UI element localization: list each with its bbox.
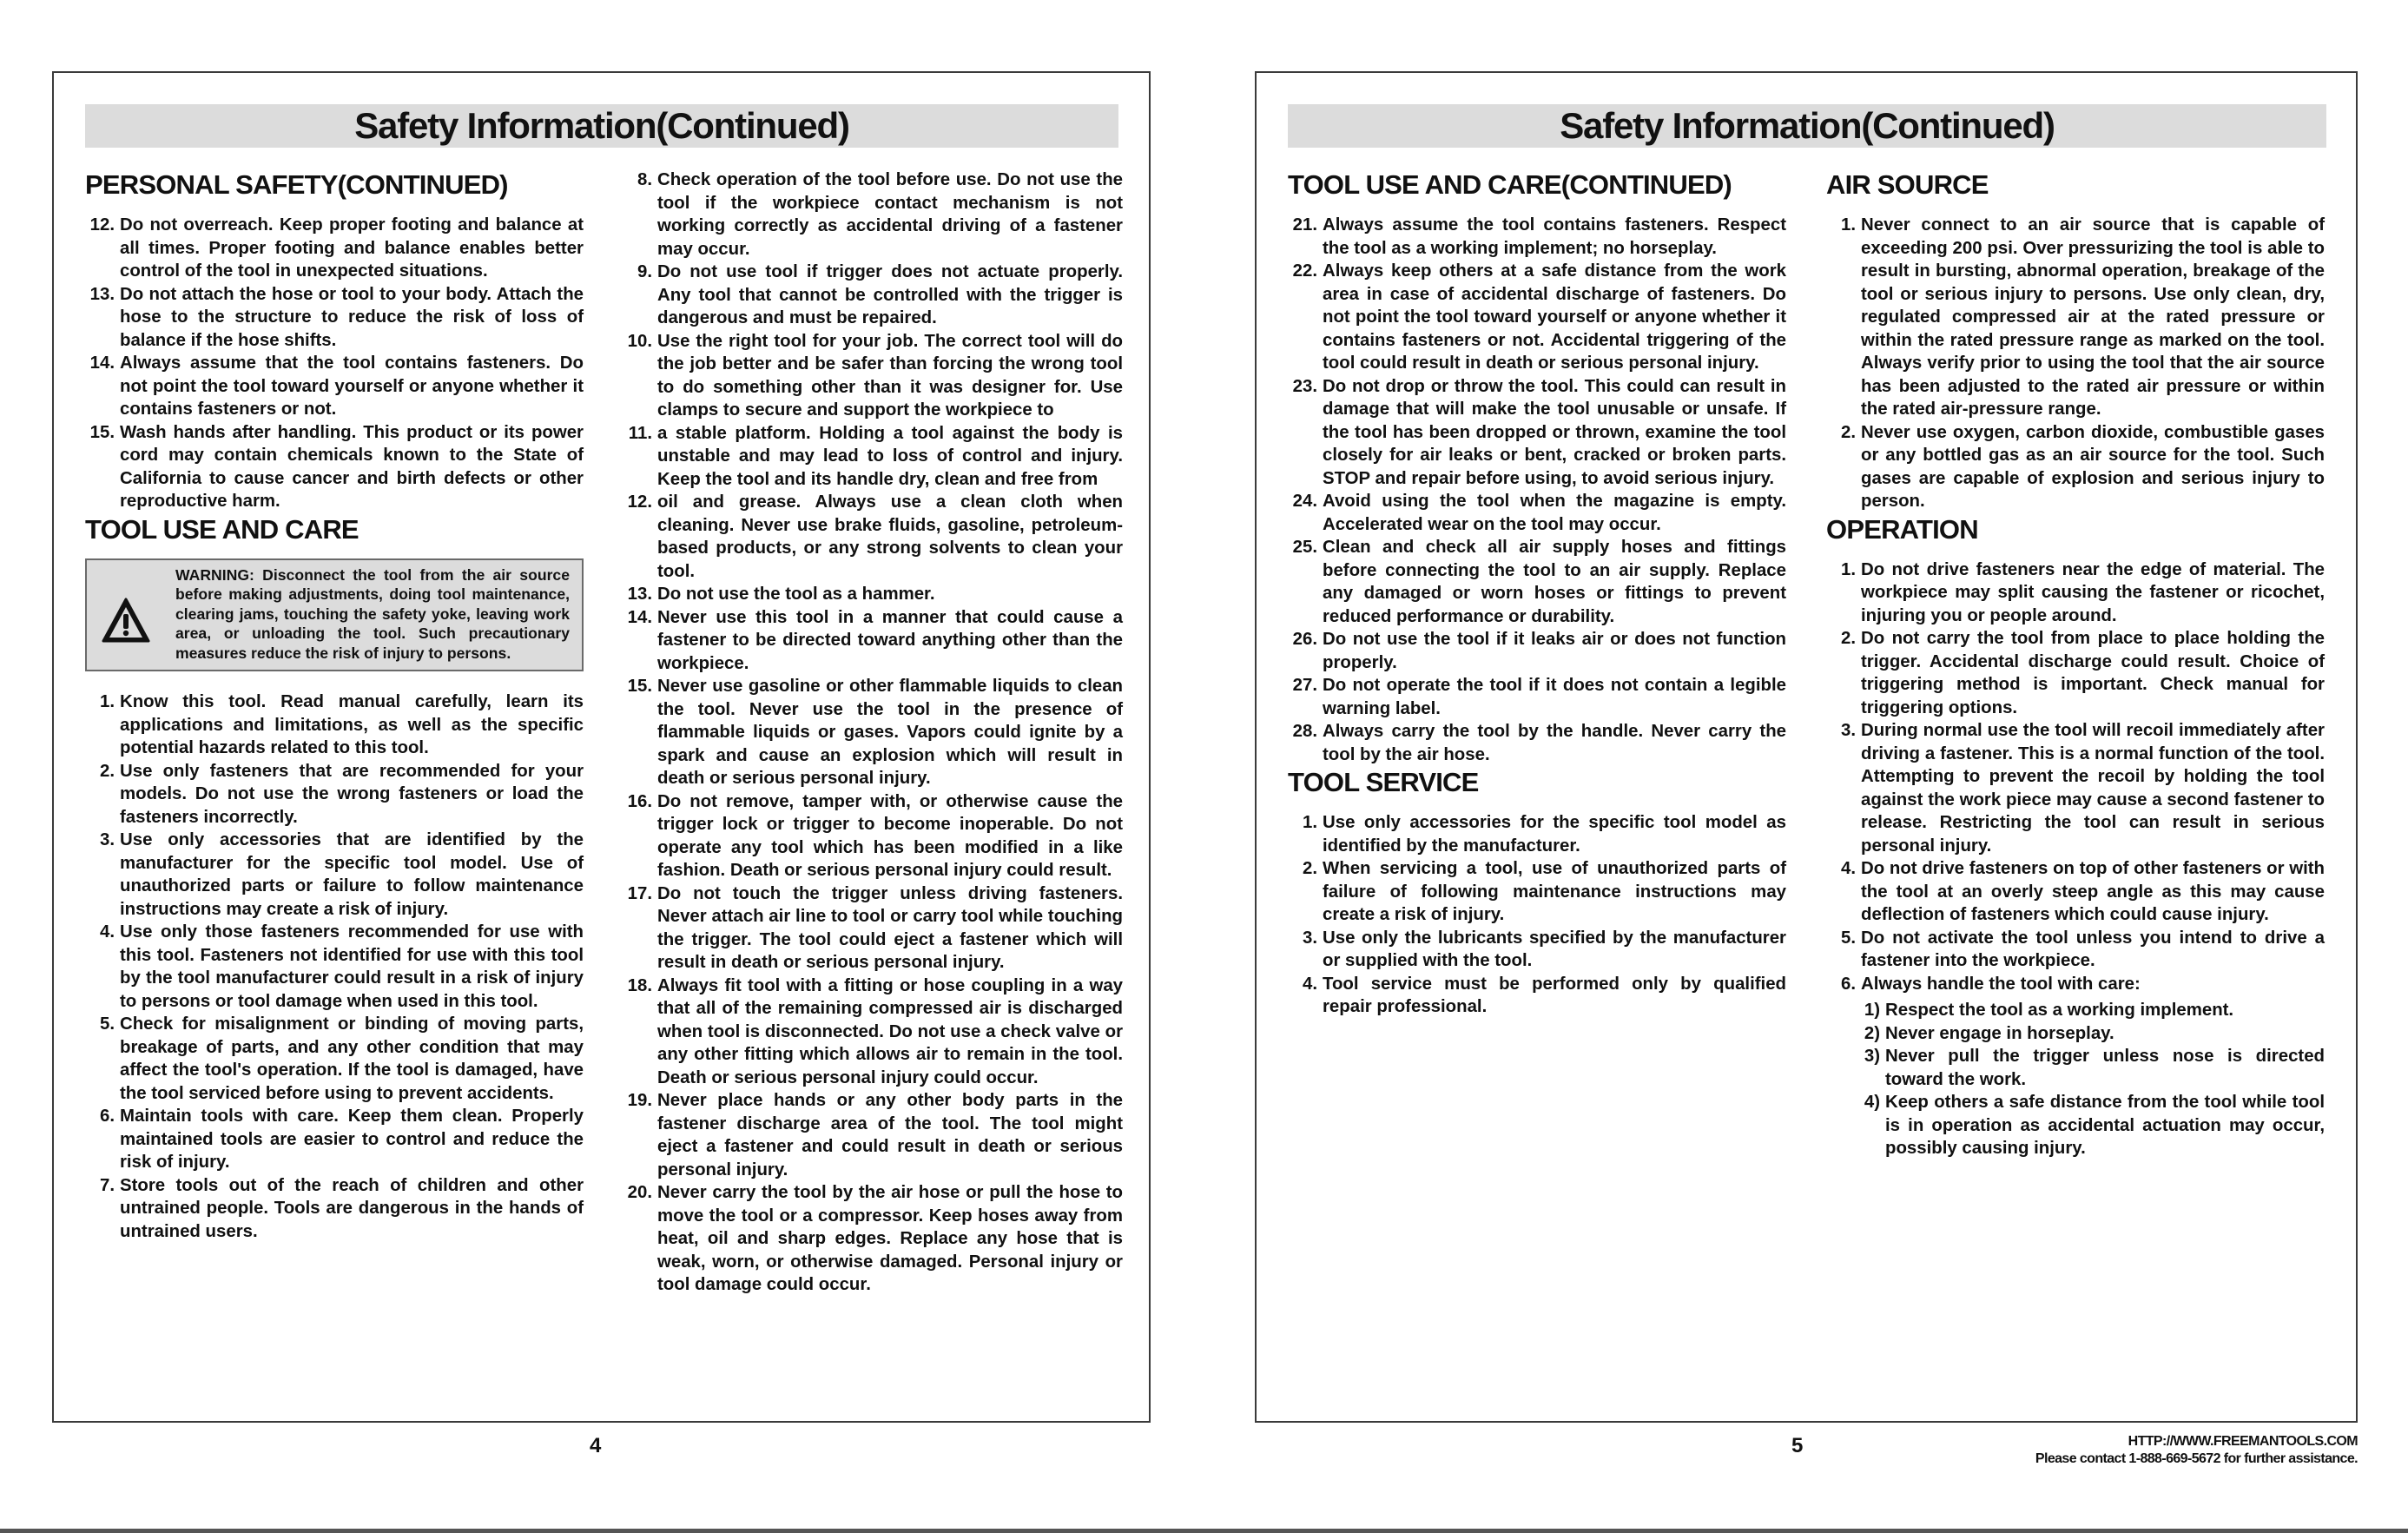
item-text: Use only fasteners that are recommended for your models. Do not use the wrong fasteners or load the fasteners incorrectly. (120, 761, 584, 827)
item-text: oil and grease. Always use a clean cloth when cleaning. Never use brake fluids, gasoline, petroleum-based products, or any strong solvents to clean your tool. (657, 492, 1123, 581)
tool-use-care-list (85, 691, 584, 1243)
item-text: Do not remove, tamper with, or otherwise cause the trigger lock or trigger to become inoperable. Do not operate any tool which has been modified in a like fashion. Death or serious personal injury could result. (657, 791, 1123, 880)
right-page (1255, 71, 2358, 1423)
contact-footer (2035, 1433, 2358, 1468)
list-item (85, 283, 584, 353)
list-item (1826, 1091, 2325, 1160)
item-text: Store tools out of the reach of children and other untrained people. Tools are dangerous in the hands of untrained users. (120, 1175, 584, 1241)
left-column-1 (85, 168, 584, 1243)
item-text: Never use this tool in a manner that could cause a fastener to be directed toward anything other than the workpiece. (657, 607, 1123, 673)
tool-use-care-continued-list (1288, 214, 1786, 766)
list-item (1826, 627, 2325, 719)
air-source-list (1826, 214, 2325, 513)
list-item (85, 691, 584, 760)
item-number: 2) (1864, 1023, 1880, 1043)
operation-list (1826, 558, 2325, 996)
item-number: 16. (627, 791, 652, 811)
item-number: 21. (1292, 215, 1317, 235)
list-item (1826, 1022, 2325, 1046)
item-number: 22. (1292, 261, 1317, 281)
item-text: Do not use tool if trigger does not actuate properly. Any tool that cannot be controlled with the trigger is dangerous and must be repaired. (657, 262, 1123, 327)
item-number: 14. (89, 354, 115, 373)
list-item (1826, 214, 2325, 421)
list-item (623, 330, 1123, 422)
item-text: Do not touch the trigger unless driving fasteners. Never attach air line to tool or carry tool while touching the trigger. The tool could eject a fastener which will result in death or serious personal injury. (657, 883, 1123, 972)
item-number: 1. (1840, 215, 1856, 235)
section-heading-tool-use-care-continued: TOOL USE AND CARE(CONTINUED) (1288, 169, 1732, 200)
item-number: 5. (1840, 928, 1856, 948)
item-number: 4. (1302, 974, 1317, 994)
item-text: Never use gasoline or other flammable liquids to clean the tool. Never use the tool in the presence of flammable liquids or gases. Vapors could ignite by a spark and cause an explosion which will result in death or serious personal injury. (657, 677, 1123, 788)
list-item (85, 1105, 584, 1174)
item-text: Always carry the tool by the handle. Never carry the tool by the air hose. (1323, 722, 1786, 764)
item-number: 3. (1302, 928, 1317, 948)
item-number: 9. (637, 262, 652, 281)
list-item (623, 168, 1123, 261)
item-number: 3. (1840, 721, 1856, 740)
list-item (623, 491, 1123, 583)
item-text: Always assume the tool contains fasteners. Respect the tool as a working implement; no horseplay. (1323, 215, 1786, 258)
item-text: Wash hands after handling. This product or its power cord may contain chemicals known to the State of California to cause cancer and birth defects or other reproductive harm. (120, 422, 584, 511)
list-item (1826, 1045, 2325, 1091)
left-page (52, 71, 1151, 1423)
item-number: 19. (627, 1091, 652, 1110)
item-number: 2. (1840, 629, 1856, 648)
list-item (1288, 375, 1786, 491)
page-number: 5 (1791, 1434, 1804, 1457)
list-item (1288, 927, 1786, 973)
item-text: Keep others a safe distance from the tool while tool is in operation as accidental actuation may occur, possibly causing injury. (1885, 1093, 2325, 1158)
item-text: Respect the tool as a working implement. (1885, 1001, 2234, 1020)
operation-sublist (1826, 999, 2325, 1160)
item-number: 12. (89, 215, 115, 235)
item-number: 2. (1840, 422, 1856, 442)
list-item (85, 421, 584, 513)
item-number: 11. (628, 423, 652, 443)
item-text: Tool service must be performed only by qualified repair professional. (1323, 974, 1786, 1016)
warning-triangle-icon (101, 597, 151, 644)
list-item (623, 422, 1123, 492)
page-title: Safety Information(Continued) (1288, 104, 2326, 148)
list-item (1288, 260, 1786, 375)
warning-box (85, 558, 584, 672)
page-number: 4 (590, 1434, 602, 1457)
page-title: Safety Information(Continued) (85, 104, 1118, 148)
warning-text: WARNING: Disconnect the tool from the air source before making adjustments, doing tool maintenance, clearing jams, touching the safety yoke, leaving work area, or unloading the tool. Such precautionary measures reduce the risk of injury to persons. (175, 565, 570, 662)
item-number: 7. (99, 1175, 115, 1195)
tool-service-list (1288, 811, 1786, 1019)
item-text: Do not operate the tool if it does not contain a legible warning label. (1323, 676, 1786, 718)
contact-text: Please contact 1-888-669-5672 for further assistance. (2035, 1451, 2358, 1466)
bottom-divider (0, 1529, 2408, 1533)
item-number: 15. (89, 422, 115, 442)
item-number: 13. (89, 284, 115, 304)
item-text: Always handle the tool with care: (1861, 974, 2141, 994)
personal-safety-list (85, 214, 584, 513)
item-number: 17. (627, 883, 652, 903)
list-item (1288, 973, 1786, 1019)
list-item (623, 975, 1123, 1090)
item-number: 25. (1292, 538, 1317, 557)
item-text: Do not drive fasteners near the edge of material. The workpiece may split causing the fastener or ricochet, injuring you or people around. (1861, 559, 2325, 625)
list-item (623, 606, 1123, 676)
item-number: 28. (1292, 722, 1317, 741)
list-item (623, 675, 1123, 790)
item-number: 27. (1292, 676, 1317, 695)
item-number: 3) (1864, 1047, 1880, 1066)
item-number: 4. (99, 922, 115, 942)
list-item (1288, 857, 1786, 927)
item-text: Do not attach the hose or tool to your body. Attach the hose to the structure to reduce the risk of loss of balance if the hose shifts. (120, 284, 584, 350)
item-text: Use only those fasteners recommended for use with this tool. Fasteners not identified for use with this tool by the tool manufacturer could result in a risk of injury to persons or tool damage when used in this tool. (120, 922, 584, 1011)
item-number: 6. (1840, 974, 1856, 994)
list-item (1826, 927, 2325, 973)
list-item (1826, 558, 2325, 628)
item-text: Always assume that the tool contains fasteners. Do not point the tool toward yourself or anyone whether it contains fasteners or not. (120, 354, 584, 419)
list-item (85, 214, 584, 283)
item-text: Never place hands or any other body parts in the fastener discharge area of the tool. The tool might eject a fastener and could result in death or serious personal injury. (657, 1091, 1123, 1179)
website-link[interactable]: HTTP://WWW.FREEMANTOOLS.COM (2128, 1434, 2358, 1449)
list-item (1288, 720, 1786, 766)
section-heading-personal-safety: PERSONAL SAFETY(CONTINUED) (85, 169, 508, 200)
item-number: 26. (1292, 630, 1317, 649)
item-number: 24. (1292, 492, 1317, 511)
item-number: 12. (627, 492, 652, 512)
section-heading-operation: OPERATION (1826, 513, 1978, 545)
list-item (1826, 421, 2325, 513)
item-text: Do not drop or throw the tool. This could can result in damage that will make the tool unusable or unsafe. If the tool has been dropped or thrown, examine the tool closely for air leaks or bent, cracked or broken parts. STOP and repair before using, to avoid serious injury. (1323, 376, 1786, 488)
list-item (623, 1181, 1123, 1297)
item-number: 5. (99, 1014, 115, 1034)
list-item (623, 882, 1123, 975)
item-text: Do not use the tool as a hammer. (657, 585, 935, 604)
item-number: 4. (1840, 859, 1856, 878)
item-text: Never engage in horseplay. (1885, 1023, 2114, 1043)
list-item (85, 921, 584, 1013)
list-item (85, 352, 584, 421)
list-item (623, 583, 1123, 606)
item-text: Do not use the tool if it leaks air or does not function properly. (1323, 630, 1786, 672)
list-item (1288, 628, 1786, 674)
item-text: Always fit tool with a fitting or hose coupling in a way that all of the remaining compressed air is discharged when tool is disconnected. Do not use a check valve or any other fitting which allows air to remain in the tool. Death or serious personal injury could occur. (657, 975, 1123, 1087)
item-number: 2. (99, 761, 115, 781)
item-text: a stable platform. Holding a tool against the body is unstable and may lead to loss of control and injury. Keep the tool and its handle dry, clean and free from (657, 423, 1123, 489)
item-text: Use only accessories for the specific tool model as identified by the manufacturer. (1323, 813, 1786, 856)
list-item (623, 261, 1123, 330)
item-number: 10. (627, 331, 652, 351)
list-item (85, 760, 584, 829)
item-text: Do not activate the tool unless you intend to drive a fastener into the workpiece. (1861, 928, 2325, 970)
item-text: During normal use the tool will recoil immediately after driving a fastener. This is a normal function of the tool. Attempting to prevent the recoil by holding the tool against the work piece may cause a second fastener to release. Restricting the tool can result in serious personal injury. (1861, 721, 2325, 856)
item-number: 4) (1864, 1093, 1880, 1112)
item-number: 18. (627, 975, 652, 995)
list-item (1288, 536, 1786, 628)
item-text: Always keep others at a safe distance from the work area in case of accidental discharge of fasteners. Do not point the tool toward yourself or anyone whether it contains fasteners or not. Accidental triggering of the tool could result in death or serious personal injury. (1323, 261, 1786, 373)
item-text: Never pull the trigger unless nose is directed toward the work. (1885, 1047, 2325, 1089)
item-number: 3. (99, 830, 115, 850)
item-text: Use only the lubricants specified by the manufacturer or supplied with the tool. (1323, 928, 1786, 970)
item-text: Check operation of the tool before use. Do not use the tool if the workpiece contact mechanism is not working correctly as accidental driving of a fastener may occur. (657, 170, 1123, 259)
item-text: Avoid using the tool when the magazine is empty. Accelerated wear on the tool may occur. (1323, 492, 1786, 534)
item-number: 20. (627, 1183, 652, 1202)
item-number: 8. (637, 170, 652, 189)
item-text: Know this tool. Read manual carefully, learn its applications and limitations, as well as the specific potential hazards related to this tool. (120, 692, 584, 758)
item-text: Do not carry the tool from place to place holding the trigger. Accidental discharge could result. Choice of triggering method is important. Check manual for triggering options. (1861, 629, 2325, 717)
list-item (1288, 490, 1786, 536)
item-number: 1. (99, 692, 115, 712)
item-number: 13. (627, 585, 652, 604)
item-number: 6. (99, 1107, 115, 1127)
item-text: Never carry the tool by the air hose or pull the hose to move the tool or a compressor. Keep hoses away from heat, oil and sharp edges. Replace any hose that is weak, worn, or otherwise damaged. Personal injury or tool damage could occur. (657, 1183, 1123, 1294)
item-text: Do not overreach. Keep proper footing and balance at all times. Proper footing and balance enables better control of the tool in unexpected situations. (120, 215, 584, 281)
item-text: Use the right tool for your job. The correct tool will do the job better and be safer than forcing the wrong tool to do something other than it was designer for. Use clamps to secure and support the workpiece to (657, 331, 1123, 420)
list-item (85, 1174, 584, 1244)
section-heading-air-source: AIR SOURCE (1826, 169, 1989, 200)
list-item (1288, 811, 1786, 857)
item-number: 15. (627, 677, 652, 696)
list-item (1826, 857, 2325, 927)
list-item (623, 790, 1123, 882)
right-column-2 (1826, 168, 2325, 1160)
item-text: Maintain tools with care. Keep them clean. Properly maintained tools are easier to control and reduce the risk of injury. (120, 1107, 584, 1173)
item-text: Clean and check all air supply hoses and fittings before connecting the tool to an air supply. Replace any damaged or worn hoses or fittings to prevent reduced performance or durability. (1323, 538, 1786, 626)
list-item (1288, 214, 1786, 260)
section-heading-tool-service: TOOL SERVICE (1288, 767, 1479, 797)
item-text: Never connect to an air source that is capable of exceeding 200 psi. Over pressurizing the tool is able to result in bursting, abnormal operation, breakage of the tool or serious injury to persons. Use only clean, dry, regulated compressed air at the rated pressure or within the rated pressure range as marked on the tool. Always verify prior to using the tool that the air source has been adjusted to the rated air pressure or within the rated air-pressure range. (1861, 215, 2325, 419)
item-number: 14. (627, 607, 652, 627)
list-item (85, 1013, 584, 1105)
tool-use-care-list-continued (623, 168, 1123, 1297)
left-column-2 (623, 168, 1123, 1297)
list-item (85, 829, 584, 921)
section-heading-tool-use-care: TOOL USE AND CARE (85, 513, 359, 545)
list-item (1288, 674, 1786, 720)
item-text: Do not drive fasteners on top of other fasteners or with the tool at an overly steep angle as this may cause deflection of fasteners which could cause injury. (1861, 859, 2325, 924)
item-number: 2. (1302, 859, 1317, 878)
item-text: Check for misalignment or binding of moving parts, breakage of parts, and any other condition that may affect the tool's operation. If the tool is damaged, have the tool serviced before using to prevent accidents. (120, 1014, 584, 1103)
item-number: 1. (1840, 559, 1856, 579)
item-text: Use only accessories that are identified by the manufacturer for the specific tool model. Use of unauthorized parts or failure to follow maintenance instructions may create a risk of injury. (120, 830, 584, 919)
item-number: 23. (1292, 376, 1317, 396)
right-column-1 (1288, 168, 1786, 1019)
list-item (1826, 999, 2325, 1022)
item-number: 1. (1302, 813, 1317, 832)
list-item (1826, 719, 2325, 857)
list-item (623, 1089, 1123, 1181)
item-number: 1) (1864, 1001, 1880, 1020)
item-text: Never use oxygen, carbon dioxide, combustible gases or any bottled gas as an air source for the tool. Such gases are capable of explosion and serious injury to person. (1861, 422, 2325, 511)
list-item (1826, 973, 2325, 996)
item-text: When servicing a tool, use of unauthorized parts of failure of following maintenance instructions may create a risk of injury. (1323, 859, 1786, 924)
